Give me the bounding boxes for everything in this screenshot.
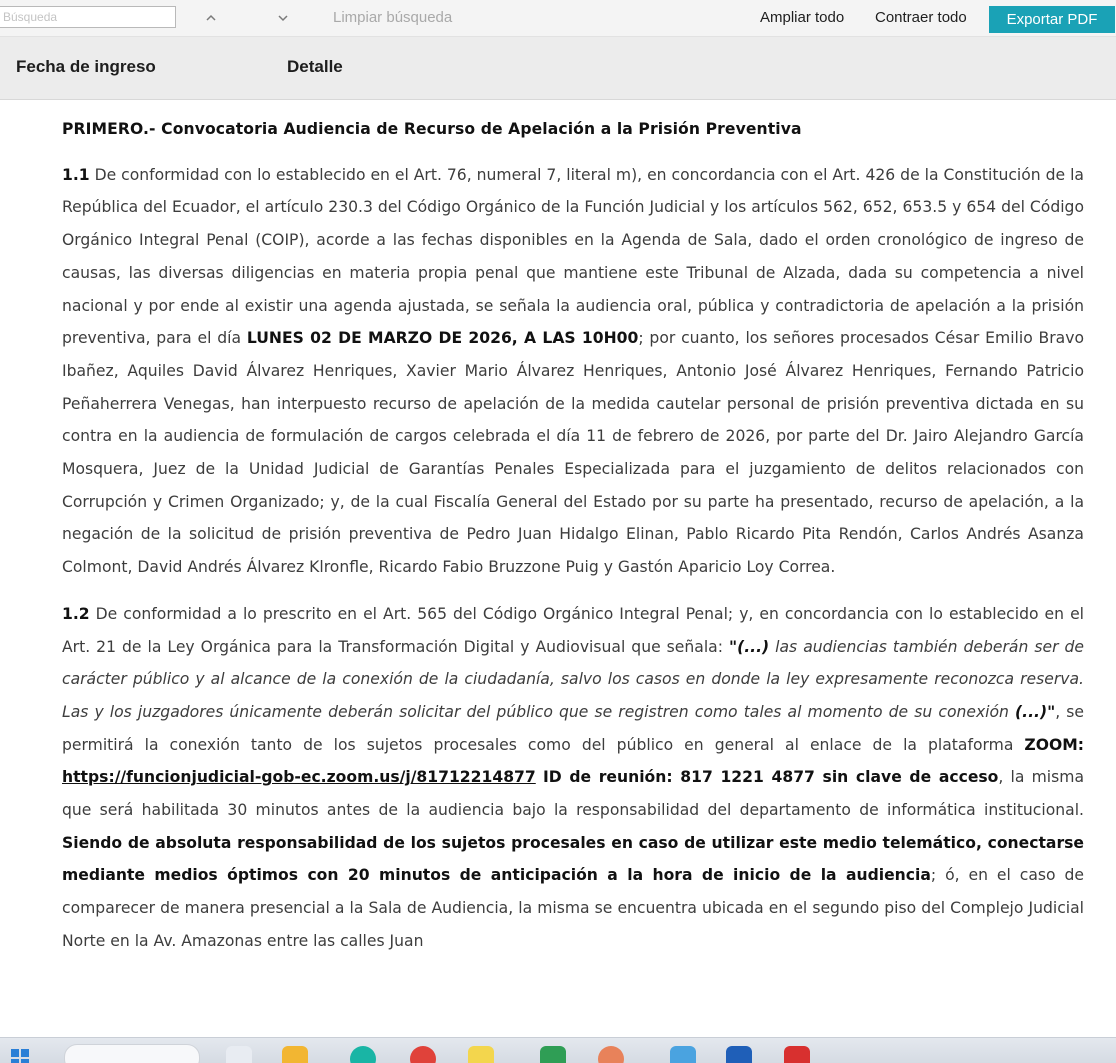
quote-close: (...)" (1015, 702, 1056, 721)
section-heading: PRIMERO.- Convocatoria Audiencia de Recurso de Apelación a la Prisión Preventiva (62, 120, 802, 138)
clear-search-link[interactable]: Limpiar búsqueda (333, 9, 453, 26)
zoom-meeting-link[interactable]: https://funcionjudicial-gob-ec.zoom.us/j/81712214877 (62, 768, 536, 787)
paragraph-text: De conformidad con lo establecido en el Art. 76, numeral 7, literal m), en concordancia con el Art. 426 de la Constitución de la República del Ecuador, el artículo 230.3 del Código Orgánico de la Función Judicial y los artículos 562, 652, 653.5 y 654 del Código Orgánico Integral Penal (COIP), acorde a las fechas disponibles en la Agenda de Sala, dado el orden cronológico de ingreso de causas, las diversas diligencias en materia propia penal que mantiene este Tribunal de Alzada, dada su competencia a nivel nacional y por ende al existir una agenda ajustada, se señala la audiencia oral, pública y contradictoria de apelación a la prisión preventiva, para el día (62, 165, 1084, 348)
browser-icon[interactable] (350, 1046, 376, 1063)
taskbar (0, 1037, 1116, 1063)
pdf-icon[interactable] (784, 1046, 810, 1063)
paragraph-number: 1.2 (62, 604, 90, 623)
word-icon[interactable] (726, 1046, 752, 1063)
quote-open: "(...) (729, 637, 770, 656)
hearing-date: LUNES 02 DE MARZO DE 2026, A LAS 10H00 (246, 329, 639, 348)
file-icon[interactable] (226, 1046, 252, 1063)
column-header-detalle[interactable]: Detalle (287, 57, 343, 76)
paragraph-text: ; ó, en el caso de comparecer de manera presencial a la Sala de Audiencia, la misma se encuentra ubicada en el segundo piso del Complejo Judicial Norte en la Av. Amazonas entre las calles Juan (62, 866, 1084, 950)
table-header (0, 37, 1116, 100)
paragraph-text: ; por cuanto, los señores procesados César Emilio Bravo Ibañez, Aquiles David Álvarez Henriques, Xavier Mario Álvarez Henriques, Antonio José Álvarez Henriques, Fernando Patricio Peñaherrera Venegas, han interpuesto recurso de apelación de la medida cautelar personal de prisión preventiva dictada en su contra en la audiencia de formulación de cargos celebrada el día 11 de febrero de 2026, por parte del Dr. Jairo Alejandro García Mosquera, Juez de la Unidad Judicial de Garantías Penales Especializada para el juzgamiento de delitos relacionados con Corrupción y Crimen Organizado; y, de la cual Fiscalía General del Estado por su parte ha presentado, recurso de apelación, a la negación de la solicitud de prisión preventiva de Pedro Juan Hidalgo Elinan, Pablo Ricardo Pita Rendón, Carlos Andrés Asanza Colmont, David Andrés Álvarez Klronfle, Ricardo Fabio Bruzzone Puig y Gastón Aparicio Loy Correa. (62, 329, 1084, 577)
chevron-up-icon (205, 12, 217, 24)
app-icon[interactable] (598, 1046, 624, 1063)
paragraph-text: , se permitirá la conexión tanto de los sujetos procesales como del público en general al enlace de la plataforma (62, 702, 1084, 754)
paragraph-text: , la misma que será habilitada 30 minutos antes de la audiencia bajo la responsabilidad del departamento de informática institucional. (62, 768, 1084, 820)
next-match-button[interactable] (268, 6, 298, 30)
column-header-fecha[interactable]: Fecha de ingreso (16, 57, 156, 76)
app-icon[interactable] (468, 1046, 494, 1063)
collapse-all-link[interactable]: Contraer todo (875, 9, 967, 26)
app-icon[interactable] (410, 1046, 436, 1063)
search-input[interactable] (0, 6, 176, 28)
export-pdf-button[interactable]: Exportar PDF (989, 6, 1115, 33)
spreadsheet-icon[interactable] (540, 1046, 566, 1063)
paragraph-text: De conformidad a lo prescrito en el Art. 565 del Código Orgánico Integral Penal; y, en concordancia con lo establecido en el Art. 21 de la Ley Orgánica para la Transformación Digital y Audiovisual que señala: (62, 604, 1084, 656)
app-icon[interactable] (670, 1046, 696, 1063)
folder-icon[interactable] (282, 1046, 308, 1063)
responsibility-notice: Siendo de absoluta responsabilidad de los sujetos procesales en caso de utilizar este medio telemático, conectarse mediante medios óptimos con 20 minutos de anticipación a la hora de inicio de la audiencia (62, 833, 1084, 885)
zoom-label: ZOOM: (1024, 735, 1084, 754)
chevron-down-icon (277, 12, 289, 24)
paragraph-1-1 (62, 159, 1084, 584)
windows-start-icon[interactable] (10, 1048, 30, 1063)
paragraph-number: 1.1 (62, 165, 90, 184)
paragraph-1-2 (62, 598, 1084, 958)
taskbar-search-box[interactable] (64, 1044, 200, 1063)
search-toolbar (0, 0, 1116, 37)
meeting-id: ID de reunión: 817 1221 4877 sin clave de acceso (542, 768, 999, 787)
document-body (62, 113, 1084, 972)
previous-match-button[interactable] (196, 6, 226, 30)
expand-all-link[interactable]: Ampliar todo (760, 9, 845, 26)
legal-quote: las audiencias también deberán ser de carácter público y al alcance de la conexión de la ciudadanía, salvo los casos en donde la ley expresamente reconozca reserva. Las y los juzgadores únicamente deberán solicitar del público que se registren como tales al momento de su conexión (62, 637, 1084, 721)
